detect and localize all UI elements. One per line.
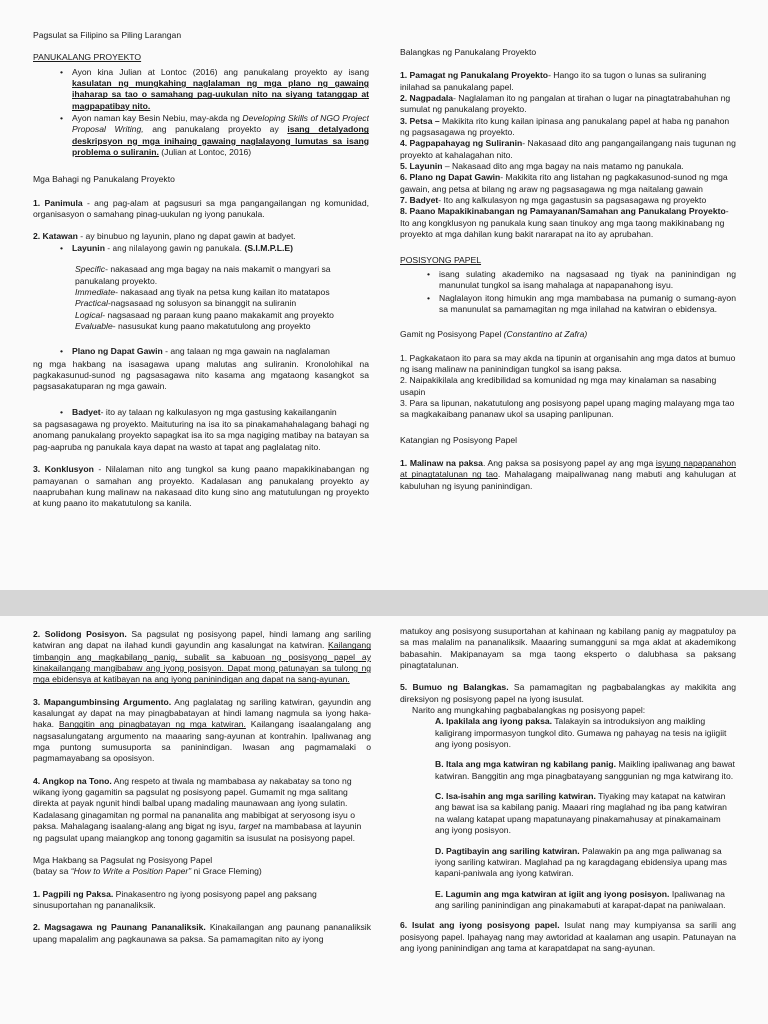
section-heading-panukalang-proyekto: PANUKALANG PROYEKTO bbox=[33, 52, 142, 63]
section-heading-mga-bahagi: Mga Bahagi ng Panukalang Proyekto bbox=[33, 174, 175, 185]
katangian-item-3: 3. Mapangumbinsing Argumento. Ang paglalatag ng sariling katwiran, gayundin ang kasalungat ay dapat na may pinagbabatayan at hindi lamang nagmula sa iyong haka-haka. Banggitin ang pinagbatayan ng mga katwiran. Kailangang isaalangalang ang nagsasalungatang argumento na maaaring sang-ayunan at kontrahin. Ipaliwanag ang mga puntong sumusuporta sa paninindigan. Iwasan ang pagmamalaki o pagmamayabang sa oposisyon. bbox=[33, 696, 371, 764]
criteria-practical: Practical-nagsasaad ng solusyon sa binanggit na suliranin bbox=[75, 298, 297, 309]
outline-step-e: E. Lagumin ang mga katwiran at igiit ang iyong posisyon. Ipaliwanag na ang sariling paninindigan ang pinakamabuti at karapat-dapat na paniwalaan. bbox=[435, 888, 726, 910]
balangkas-suggestion bbox=[412, 705, 736, 716]
balangkas-item-4: 4. Pagpapahayag ng Suliranin- Nakasaad dito ang pangangailangang nais tugunan ng proyekto at kahalagahan nito. bbox=[400, 138, 736, 160]
outline-step-a: A. Ipakilala ang iyong paksa. Talakayin sa introduksiyon ang maikling kaligirang impormasyon tungkol dito. Gumawa ng pahayag na tesis na igiigiit ang iyong posisyon. bbox=[435, 716, 727, 750]
posisyong-papel-list bbox=[427, 269, 736, 315]
section-heading-posisyong-papel: POSISYONG PAPEL bbox=[400, 254, 482, 265]
plano-description: ng mga hakbang na isasagawa upang malutas ang suliranin. Kronolohikal na pagkakasunud-sunod ng pagsasagawa nito kasama ang mgataong kasangkot sa pagsasakatuparan ng mga gawain. bbox=[33, 358, 369, 392]
balangkas-item-3: 3. Petsa – Makikita rito kung kailan ipinasa ang panukalang papel at haba ng panahon ng pagsasagawa ng proyekto. bbox=[400, 115, 730, 138]
hakbang-source: (batay sa “How to Write a Position Paper” ni Grace Fleming) bbox=[33, 866, 262, 877]
badyet-list bbox=[60, 407, 369, 418]
document-page-2 bbox=[0, 616, 768, 1024]
outline-step-c: C. Isa-isahin ang mga sariling katwiran. Tiyaking may katapat na katwiran ang bawat isa sa kabilang panig. Maaari ring maglahad ng iba pang katwiran na walang katapat upang mapatunayang pinakamahusay at pinakamainam ang iyong posisyon. bbox=[435, 791, 727, 836]
document-title: Pagsulat sa Filipino sa Piling Larangan bbox=[33, 30, 182, 40]
balangkas-item-2: 2. Nagpadala- Naglalaman ito ng pangalan at tirahan o lugar na pinagtatrabahuhan ng sumulat ng panukalang proyekto. bbox=[400, 93, 731, 115]
section-heading-balangkas: Balangkas ng Panukalang Proyekto bbox=[400, 47, 537, 57]
page2-left-column bbox=[33, 629, 371, 945]
balangkas-list bbox=[400, 70, 736, 240]
hakbang-item-6: 6. Isulat ang iyong posisyong papel. Isulat nang may kumpiyansa sa sarili ang posisyong papel. Ipahayag nang may awtoridad at kaalaman ang usapin. Patunayan na ang iyong paninindigan ang tama at karapatdapat na sang-ayunan. bbox=[400, 920, 736, 953]
definition-list bbox=[60, 67, 369, 159]
hakbang-item-2: 2. Magsagawa ng Paunang Pananaliksik. Kinakailangan ang paunang pananaliksik upang mapalalim ang pagkaunawa sa paksa. Sa pamamagitan nito ay iyong bbox=[33, 922, 371, 944]
definition-besin-nebiu: • Ayon naman kay Besin Nebiu, may-akda ng Developing Skills of NGO Project Proposal Writing, ang panukalang proyekto ay isang detalyadong deskripsyon ng mga inihaing gawaing naglalayong lumutas sa isang problema o suliranin. (Julian at Lontoc, 2016) bbox=[60, 113, 369, 158]
outline-step-d: D. Pagtibayin ang sariling katwiran. Palawakin pa ang mga paliwanag sa iyong sariling katwiran. Maglahad pa ng karagdagang ebidensiya upang mas kapani-paniwala ang iyong katwiran. bbox=[435, 845, 727, 879]
balangkas-item-8: 8. Paano Mapakikinabangan ng Pamayanan/Samahan ang Panukalang Proyekto- Ito ang kongklusyon ng panukala kung saan tinukoy ang mga taong makikinabang ng proyekto at mga dahilan kung bakit nararapat na ito ay aprubahan. bbox=[400, 206, 729, 240]
page1-right-column bbox=[400, 47, 736, 492]
gamit-item-2: 2. Naipakikilala ang kredibilidad sa komunidad ng mga may kinalaman sa nasabing usapin bbox=[400, 375, 717, 397]
badyet-item: • Badyet- ito ay talaan ng kalkulasyon ng mga gastusing kakailanganin bbox=[60, 407, 369, 418]
balangkas-item-6: 6. Plano ng Dapat Gawin- Makikita rito ang listahan ng pagkakasunod-sunod ng mga gawain, ang petsa at bilang ng araw ng pagsasagawa ng mga naitalang gawain bbox=[400, 172, 728, 194]
page2-right-column bbox=[400, 626, 736, 954]
outline-steps bbox=[435, 716, 736, 911]
outline-step-b: B. Itala ang mga katwiran ng kabilang panig. Maikling ipaliwanag ang bawat katwiran. Banggitin ang mga pinagbatayang sanggunian ng mga katwirang ito. bbox=[435, 759, 735, 781]
katawan-list bbox=[60, 243, 369, 255]
gamit-list bbox=[400, 353, 736, 421]
definition-julian-lontoc: • Ayon kina Julian at Lontoc (2016) ang panukalang proyekto ay isang kasulatan ng mungkahing naglalaman ng mga plano ng gawaing ihaharap sa tao o samahang pag-uukulan nito na siyang tatanggap at magpapatibay nito. bbox=[60, 67, 369, 112]
balangkas-item-5: 5. Layunin – Nakasaad dito ang mga bagay na nais matamo ng panukala. bbox=[400, 161, 684, 172]
section-heading-hakbang: Mga Hakbang sa Pagsulat ng Posisyong Papel bbox=[33, 854, 213, 865]
balangkas-item-7: 7. Badyet- Ito ang kalkulasyon ng mga gagastusin sa pagsasagawa ng proyekto bbox=[400, 195, 707, 206]
balangkas-item-1: 1. Pamagat ng Panukalang Proyekto- Hango ito sa tugon o lunas sa suliraning inilahad sa panukalang papel. bbox=[400, 70, 707, 92]
balangkas-intro: Narito ang mungkahing pagbabalangkas ng posisyong papel: bbox=[412, 705, 646, 716]
part-panimula: 1. Panimula - ang pag-alam at pagsusuri sa mga pangangailangan ng komunidad, organisasyon o samahang pinag-uukulan ng iyong panukala. bbox=[33, 197, 369, 220]
part-konklusyon: 3. Konklusyon - Nilalaman nito ang tungkol sa kung paano mapakikinabangan ng pamayanan o samahan ang proyekto. Kadalasan ang panukalang proyekto ay naaprubahan kung malinaw na nakasaad dito kung sino ang matutulungan ng proyekto at kung paano ito makatutulong sa kanila. bbox=[33, 464, 369, 509]
posisyong-papel-def-2: • Naglalayon itong himukin ang mga mambabasa na pumanig o sumang-ayon sa manunulat sa pamamagitan ng mga inilahad na katwiran o ebidensya. bbox=[427, 293, 736, 316]
badyet-description: sa pagsasagawa ng proyekto. Maituturing na isa ito sa pinakamahahalagang bahagi ng anomang panukalang proyekto sapagkat isa ito sa mga nagiging matibay na batayan sa pag-aapruba ng panukala kaya dapat na wasto at tapat ang paglalatag nito. bbox=[33, 419, 369, 452]
gamit-item-3: 3. Para sa lipunan, nakatutulong ang posisyong papel upang maging malayang mga tao sa magkakaibang pananaw ukol sa usaping panlipunan. bbox=[400, 397, 735, 420]
plano-item: • Plano ng Dapat Gawin - ang talaan ng mga gawain na naglalaman bbox=[60, 346, 369, 357]
katangian-item-2: 2. Solidong Posisyon. Sa pagsulat ng posisyong papel, hindi lamang ang sariling katwiran ang dapat na ilahad kundi gayundin ang kasalungat na katwiran. Kailangang timbangin ang magkabilang panig, subalit sa kabuoan ng posisyong papel ay kinakailangang mangibabaw ang iyong posisyon. Dapat mong patunayan sa tulong ng mga ebidensya at katibayan na ang iyong paninindigan ang dapat na sang-ayunan. bbox=[33, 629, 371, 685]
section-heading-katangian: Katangian ng Posisyong Papel bbox=[400, 434, 518, 445]
page1-left-column bbox=[33, 30, 369, 510]
gamit-item-1: 1. Pagkakataon ito para sa may akda na tipunin at organisahin ang mga datos at bumuo ng isang malinaw na paninindigan tungkol sa isang paksa. bbox=[400, 352, 736, 374]
hakbang-continued: matukoy ang posisyong susuportahan at kahinaan ng kabilang panig ay magpatuloy pa sa mas malalim na pananaliksik. Maaaring sumangguni sa mga aklat at akademikong babasahin. Makipanayam sa mga taong eksperto o dalubhasa sa paksang pinagtatalunan. bbox=[400, 626, 736, 671]
katangian-item-4: 4. Angkop na Tono. Ang respeto at tiwala ng mambabasa ay nakabatay sa tono ng wikang iyong gagamitin sa pagsulat ng posisyong papel. Gumamit ng mga salitang direkta at payak ngunit hindi balbal upang madaling maunawaan ang iyong sulatin. Kadalasang ginagamitan ng pormal na pananalita ang mabibigat at seryosong isyu o paksa. Mahalagang isaalang-alang ang bigat ng isyu, target na mambabasa at layunin ng pagsulat upang maiangkop ang tonong gagamitin sa isusulat na posisyong papel. bbox=[33, 775, 362, 843]
plano-list bbox=[60, 346, 369, 357]
criteria-specific: Specific- nakasaad ang mga bagay na nais makamit o mangyari sa panukalang proyekto. bbox=[75, 264, 331, 286]
page-separator bbox=[0, 590, 768, 616]
simple-criteria bbox=[75, 264, 369, 332]
section-heading-gamit: Gamit ng Posisyong Papel (Constantino at Zafra) bbox=[400, 329, 588, 340]
posisyong-papel-def-1: • isang sulating akademiko na nagsasaad ng tiyak na paninindigan ng manunulat tungkol sa isang mahalaga at napapanahong isyu. bbox=[427, 269, 736, 292]
criteria-immediate: Immediate- nakasaad ang tiyak na petsa kung kailan ito matatapos bbox=[75, 287, 330, 298]
katangian-item-1: 1. Malinaw na paksa. Ang paksa sa posisyong papel ay ang mga isyung napapanahon at pinagtatalunan ng tao. Mahalagang maipaliwanag nang mabuti ang kahulugan at kabuluhan ng isyung paninindigan. bbox=[400, 457, 736, 491]
layunin-item: • Layunin - ang nilalayong gawin ng panukala. (S.I.M.P.L.E) bbox=[60, 243, 369, 255]
part-katawan: 2. Katawan - ay binubuo ng layunin, plano ng dapat gawin at badyet. bbox=[33, 231, 296, 242]
criteria-evaluable: Evaluable- nasusukat kung paano makatutulong ang proyekto bbox=[75, 321, 311, 332]
criteria-logical: Logical- nagsasaad ng paraan kung paano makakamit ang proyekto bbox=[75, 309, 334, 320]
hakbang-item-5: 5. Bumuo ng Balangkas. Sa pamamagitan ng pagbabalangkas ay makikita ang direksiyon ng posisyong papel na iyong isusulat. bbox=[400, 682, 736, 704]
hakbang-item-1: 1. Pagpili ng Paksa. Pinakasentro ng iyong posisyong papel ang paksang sinusuportahan ng pananaliksik. bbox=[33, 888, 317, 910]
